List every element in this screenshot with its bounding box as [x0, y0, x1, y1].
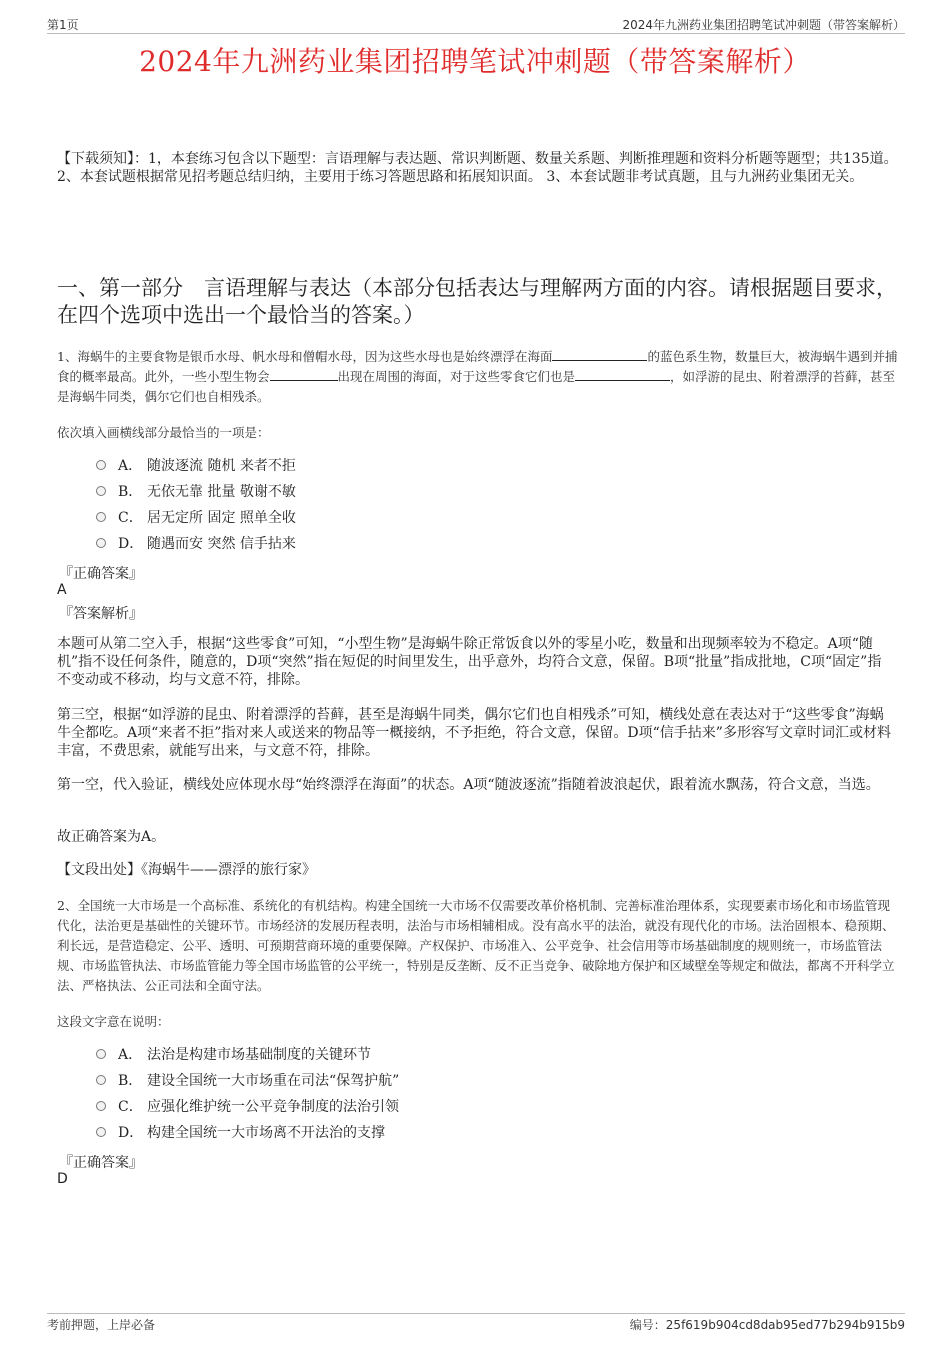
q1-option-a[interactable]: A． 随波逐流 随机 来者不拒 — [96, 452, 296, 478]
q2-options — [96, 1041, 399, 1145]
q1-blank-1 — [552, 348, 647, 361]
radio-icon[interactable] — [96, 486, 106, 496]
radio-icon[interactable] — [96, 460, 106, 470]
page-number: 第1页 — [47, 18, 79, 32]
q1-analysis-label: 『答案解析』 — [59, 606, 143, 622]
q1-prompt: 依次填入画横线部分最恰当的一项是： — [57, 425, 270, 440]
q1-text-part-b: 的蓝色系生物，数量巨大，被海蜗牛遇到并捕食的概率最高。此外，一些小型生物会 — [57, 349, 898, 384]
q1-options — [96, 452, 296, 556]
radio-icon[interactable] — [96, 1101, 106, 1111]
footer-doc-id: 编号：25f619b904cd8dab95ed77b294b915b9 — [629, 1318, 905, 1332]
q1-analysis-paragraph-2: 第三空，根据“如浮游的昆虫、附着漂浮的苔藓，甚至是海蜗牛同类，偶尔它们也自相残杀”可知，横线处意在表达对于“这些零食”海蜗牛全都吃。A项“来者不拒”指对来人或送来的物品等一概接纳，不予拒绝，符合文意，保留。D项“信手拈来”多形容写文章时词汇或材料丰富，不费思索，就能写出来，与文意不符，排除。 — [57, 707, 891, 759]
radio-icon[interactable] — [96, 1127, 106, 1137]
q1-answer-label: 『正确答案』 — [59, 566, 143, 582]
section-heading: 一、第一部分 言语理解与表达（本部分包括表达与理解两方面的内容。请根据题目要求，在四个选项中选出一个最恰当的答案。） — [57, 276, 897, 327]
header-title: 2024年九洲药业集团招聘笔试冲刺题（带答案解析） — [622, 18, 905, 32]
q2-option-d[interactable]: D． 构建全国统一大市场离不开法治的支撑 — [96, 1119, 399, 1145]
q1-source: 【文段出处】《海蜗牛——漂浮的旅行家》 — [57, 862, 316, 878]
question-1-text — [57, 347, 902, 407]
radio-icon[interactable] — [96, 512, 106, 522]
q1-blank-3 — [575, 368, 670, 381]
q2-answer: D — [57, 1171, 68, 1187]
page-footer — [47, 1313, 905, 1332]
q2-option-b[interactable]: B． 建设全国统一大市场重在司法“保驾护航” — [96, 1067, 399, 1093]
q2-option-c[interactable]: C． 应强化维护统一公平竞争制度的法治引领 — [96, 1093, 399, 1119]
q1-text-part-d: ，如浮游的昆虫、附着漂浮的苔藓，甚至是海蜗牛同类，偶尔它们也自相残杀。 — [57, 369, 896, 404]
question-2-text: 2、全国统一大市场是一个高标准、系统化的有机结构。构建全国统一大市场不仅需要改革价格机制、完善标准治理体系，实现要素市场化和市场监管现代化，法治更是基础性的关键环节。市场经济的发展历程表明，法治与市场相辅相成。没有高水平的法治，就没有现代化的市场。法治固根本、稳预期、利长远，是营造稳定、公平、透明、可预期营商环境的重要保障。产权保护、市场准入、公平竞争、社会信用等市场基础制度的规则统一，市场监管法规、市场监管执法、市场监管能力等全国市场监管的公平统一，特别是反垄断、反不正当竞争、破除地方保护和区域壁垒等规定和做法，都离不开科学立法、严格执法、公正司法和全面守法。 — [57, 898, 895, 993]
q2-option-a[interactable]: A． 法治是构建市场基础制度的关键环节 — [96, 1041, 399, 1067]
q1-option-c[interactable]: C． 居无定所 固定 照单全收 — [96, 504, 296, 530]
q1-analysis-paragraph-1: 本题可从第二空入手，根据“这些零食”可知，“小型生物”是海蜗牛除正常饭食以外的零星小吃，数量和出现频率较为不稳定。A项“随机”指不设任何条件，随意的，D项“突然”指在短促的时间里发生，出乎意外，均符合文意，保留。B项“批量”指成批地，C项“固定”指不变动或不移动，均与文意不符，排除。 — [57, 636, 882, 688]
footer-slogan: 考前押题，上岸必备 — [47, 1318, 156, 1332]
page-header — [47, 14, 905, 34]
q1-option-b[interactable]: B． 无依无靠 批量 敬谢不敏 — [96, 478, 296, 504]
q1-text-part-a: 1、海蜗牛的主要食物是银币水母、帆水母和僧帽水母，因为这些水母也是始终漂浮在海面 — [57, 349, 553, 364]
q2-prompt: 这段文字意在说明： — [57, 1014, 170, 1029]
q1-blank-2 — [270, 368, 338, 381]
document-title: 2024年九洲药业集团招聘笔试冲刺题（带答案解析） — [139, 45, 811, 78]
q1-analysis-conclusion: 故正确答案为A。 — [57, 829, 166, 845]
q1-analysis-paragraph-3: 第一空，代入验证，横线处应体现水母“始终漂浮在海面”的状态。A项“随波逐流”指随着波浪起伏，跟着流水飘荡，符合文意，当选。 — [57, 777, 880, 793]
q1-text-part-c: 出现在周围的海面，对于这些零食它们也是 — [337, 369, 576, 384]
radio-icon[interactable] — [96, 538, 106, 548]
q2-answer-label: 『正确答案』 — [59, 1155, 143, 1171]
radio-icon[interactable] — [96, 1075, 106, 1085]
radio-icon[interactable] — [96, 1049, 106, 1059]
q1-answer: A — [57, 582, 67, 598]
q1-option-d[interactable]: D． 随遇而安 突然 信手拈来 — [96, 530, 296, 556]
download-notice: 【下载须知】：1，本套练习包含以下题型：言语理解与表达题、常识判断题、数量关系题、判断推理题和资料分析题等题型；共135道。 2、本套试题根据常见招考题总结归纳，主要用于练习答题思路和拓展知识面。 3、本套试题非考试真题，且与九洲药业集团无关。 — [57, 151, 898, 185]
